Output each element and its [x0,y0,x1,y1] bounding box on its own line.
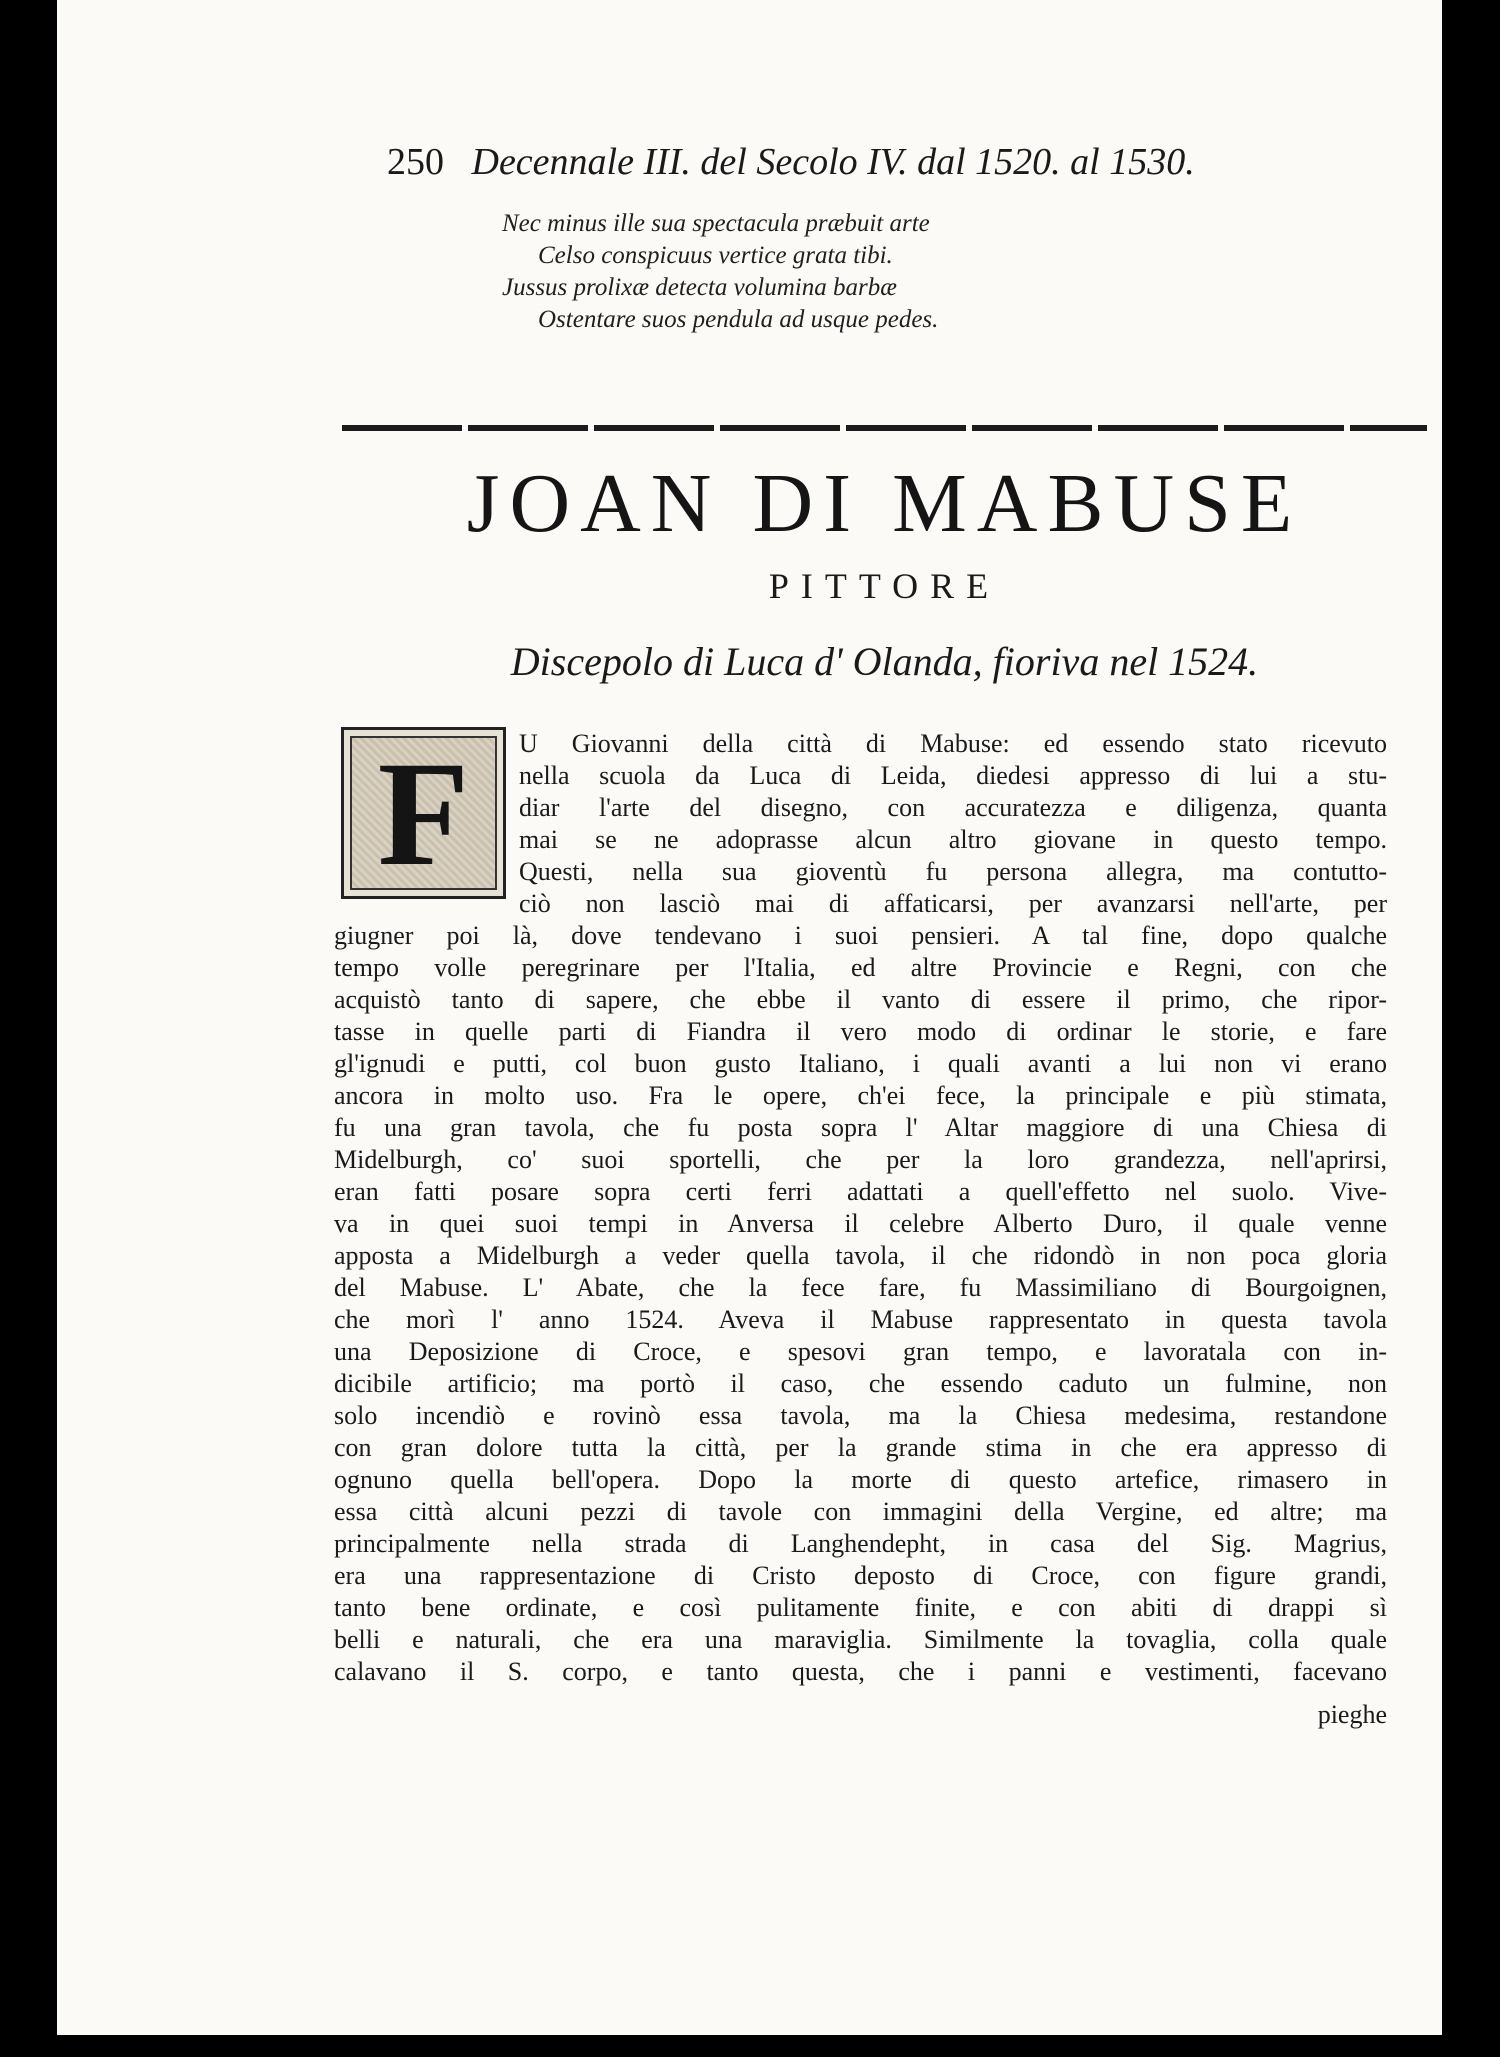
text-line: tanto bene ordinate, e così pulitamente finite, e con abiti di drappi sì [334,1593,1387,1622]
text-line: dicibile artificio; ma portò il caso, che essendo caduto un fulmine, non [334,1369,1387,1398]
text-line: giugner poi là, dove tendevano i suoi pensieri. A tal fine, dopo qualche [334,921,1387,950]
text-line: del Mabuse. L' Abate, che la fece fare, fu Massimiliano di Bourgoignen, [334,1273,1387,1302]
text-line: che morì l' anno 1524. Aveva il Mabuse rappresentato in questa tavola [334,1305,1387,1334]
text-line: con gran dolore tutta la città, per la grande stima in che era appresso di [334,1433,1387,1462]
running-head [387,140,1367,190]
text-line: Questi, nella sua gioventù fu persona allegra, ma contutto- [519,857,1387,886]
text-line: tempo volle peregrinare per l'Italia, ed altre Provincie e Regni, con che [334,953,1387,982]
ornamental-rule [342,425,1427,431]
text-line: ancora in molto uso. Fra le opere, ch'ei fece, la principale e più stimata, [334,1081,1387,1110]
drop-cap-letter: F [377,731,470,897]
chapter-subheading: Discepolo di Luca d' Olanda, fioriva nel 1524. [510,639,1259,684]
text-line: U Giovanni della città di Mabuse: ed essendo stato ricevuto [519,729,1387,758]
catchword: pieghe [1317,1700,1387,1729]
verse-line: Nec minus ille sua spectacula præbuit arte [502,210,930,237]
running-title: Decennale III. del Secolo IV. dal 1520. al 1530. [471,141,1195,183]
chapter-subtitle: PITTORE [768,566,1001,606]
text-line: mai se ne adoprasse alcun altro giovane in questo tempo. [519,825,1387,854]
text-line: gl'ignudi e putti, col buon gusto Italiano, i quali avanti a lui non vi erano [334,1049,1387,1078]
text-line: apposta a Midelburgh a veder quella tavola, il che ridondò in non poca gloria [334,1241,1387,1270]
text-line: eran fatti posare sopra certi ferri adattati a quell'effetto nel suolo. Vive- [334,1177,1387,1206]
verse-line: Ostentare suos pendula ad usque pedes. [538,306,939,333]
text-line: era una rappresentazione di Cristo deposto di Croce, con figure grandi, [334,1561,1387,1590]
text-line: essa città alcuni pezzi di tavole con immagini della Vergine, ed altre; ma [334,1497,1387,1526]
drop-cap-initial [341,727,506,899]
latin-verse [502,208,1202,336]
text-line: fu una gran tavola, che fu posta sopra l' Altar maggiore di una Chiesa di [334,1113,1387,1142]
text-line: nella scuola da Luca di Leida, diedesi appresso di lui a stu- [519,761,1387,790]
text-line: Midelburgh, co' suoi sportelli, che per la loro grandezza, nell'aprirsi, [334,1145,1387,1174]
page-number: 250 [387,141,444,183]
text-line: belli e naturali, che era una maraviglia. Similmente la tovaglia, colla quale [334,1625,1387,1654]
verse-line: Celso conspicuus vertice grata tibi. [538,242,893,269]
text-line: solo incendiò e rovinò essa tavola, ma la Chiesa medesima, restandone [334,1401,1387,1430]
text-line: acquistò tanto di sapere, che ebbe il vanto di essere il primo, che ripor- [334,985,1387,1014]
text-line: principalmente nella strada di Langhendepht, in casa del Sig. Magrius, [334,1529,1387,1558]
chapter-title: JOAN DI MABUSE [466,457,1303,550]
text-line: ognuno quella bell'opera. Dopo la morte di questo artefice, rimasero in [334,1465,1387,1494]
text-line: diar l'arte del disegno, con accuratezza e diligenza, quanta [519,793,1387,822]
text-line: va in quei suoi tempi in Anversa il celebre Alberto Duro, il quale venne [334,1209,1387,1238]
verse-line: Jussus prolixæ detecta volumina barbæ [502,274,897,301]
text-line: tasse in quelle parti di Fiandra il vero modo di ordinar le storie, e fare [334,1017,1387,1046]
text-line: ciò non lasciò mai di affaticarsi, per avanzarsi nell'arte, per [519,889,1387,918]
book-page [57,0,1442,2035]
text-line: una Deposizione di Croce, e spesovi gran tempo, e lavoratala con in- [334,1337,1387,1366]
text-line: calavano il S. corpo, e tanto questa, che i panni e vestimenti, facevano [334,1657,1387,1686]
